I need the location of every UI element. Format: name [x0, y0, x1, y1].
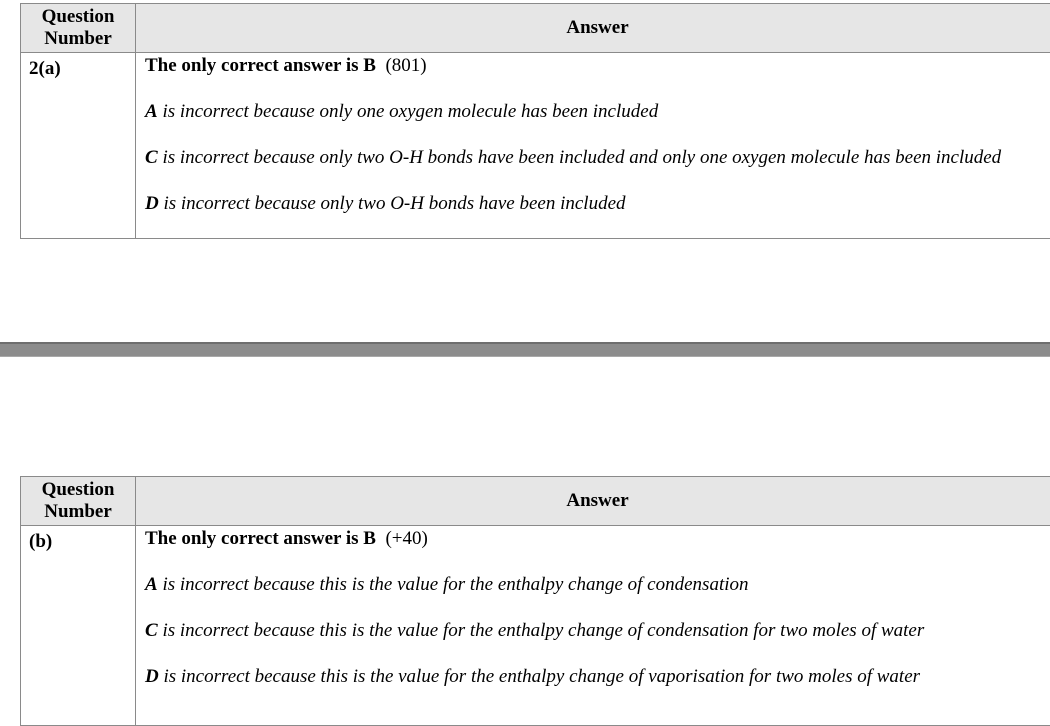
correct-answer-line [145, 528, 1050, 550]
correct-answer-value: (+40) [385, 528, 427, 549]
option-letter: D [145, 193, 159, 214]
reason-line [145, 193, 1050, 215]
reason-line [145, 620, 1050, 642]
correct-answer-value: (801) [385, 55, 426, 76]
correct-answer-statement: The only correct answer is B [145, 528, 376, 549]
question-number-header-label: Question Number [42, 6, 115, 49]
reason-text: is incorrect because this is the value for the enthalpy change of condensation [162, 574, 748, 595]
answer-header-label: Answer [566, 17, 628, 38]
page-divider [0, 342, 1050, 357]
correct-answer-line [145, 55, 1050, 77]
mark-scheme-table-2a [20, 3, 1050, 239]
question-number-cell: 2(a) [21, 53, 136, 239]
option-letter: A [145, 101, 158, 122]
question-number-header-label: Question Number [42, 479, 115, 522]
reason-line [145, 666, 1050, 688]
answer-header-label: Answer [566, 490, 628, 511]
table-header-row [21, 4, 1050, 53]
table-header-row [21, 477, 1050, 526]
question-number-cell: (b) [21, 526, 136, 726]
reason-text: is incorrect because this is the value for the enthalpy change of condensation for two moles of water [162, 620, 924, 641]
mark-scheme-table-2b [20, 476, 1050, 726]
option-letter: C [145, 147, 158, 168]
question-number-header [21, 477, 136, 526]
answer-cell [136, 53, 1050, 239]
question-number-header [21, 4, 136, 53]
reason-text: is incorrect because only two O-H bonds have been included and only one oxygen molecule has been included [162, 147, 1001, 168]
reason-line [145, 101, 1050, 123]
answer-cell [136, 526, 1050, 726]
option-letter: D [145, 666, 159, 687]
option-letter: C [145, 620, 158, 641]
correct-answer-statement: The only correct answer is B [145, 55, 376, 76]
table-row [21, 526, 1050, 726]
option-letter: A [145, 574, 158, 595]
answer-header [136, 477, 1050, 526]
reason-text: is incorrect because only one oxygen molecule has been included [162, 101, 658, 122]
answer-header [136, 4, 1050, 53]
table-row [21, 53, 1050, 239]
reason-line [145, 147, 1050, 169]
reason-text: is incorrect because this is the value for the enthalpy change of vaporisation for two moles of water [163, 666, 920, 687]
reason-text: is incorrect because only two O-H bonds have been included [163, 193, 625, 214]
reason-line [145, 574, 1050, 596]
